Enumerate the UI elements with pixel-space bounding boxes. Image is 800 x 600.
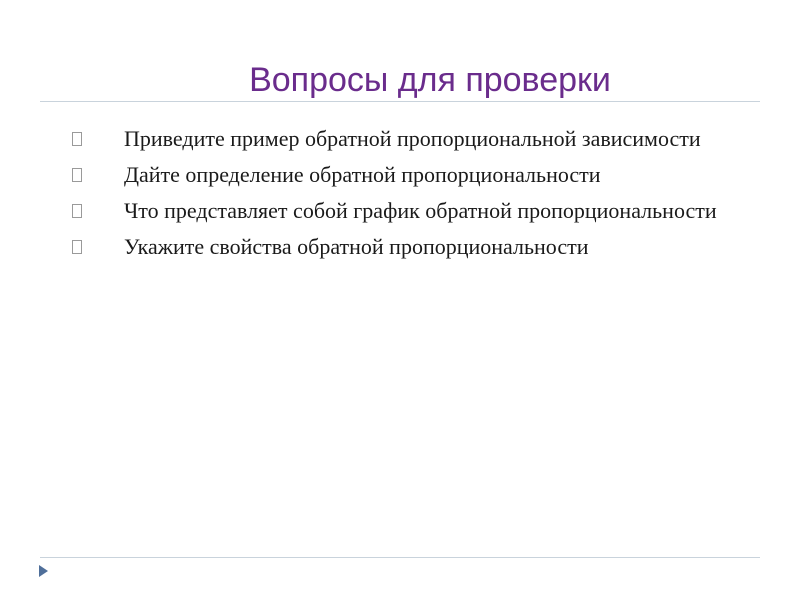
list-item <box>70 160 750 190</box>
empty-square-icon <box>72 204 82 218</box>
list-item <box>70 232 750 262</box>
bullet-text: Что представляет собой график обратной пропорциональности <box>124 198 717 223</box>
empty-square-icon <box>72 132 82 146</box>
bullet-list <box>70 124 750 268</box>
empty-square-icon <box>72 240 82 254</box>
triangle-right-icon[interactable] <box>39 565 48 577</box>
bullet-text: Укажите свойства обратной пропорциональности <box>124 234 589 259</box>
list-item <box>70 196 750 226</box>
bullet-text: Приведите пример обратной пропорциональной зависимости <box>124 126 701 151</box>
footer-divider <box>40 557 760 558</box>
slide-title: Вопросы для проверки <box>249 61 611 99</box>
bullet-text: Дайте определение обратной пропорциональности <box>124 162 601 187</box>
list-item <box>70 124 750 154</box>
empty-square-icon <box>72 168 82 182</box>
title-divider <box>40 101 760 102</box>
